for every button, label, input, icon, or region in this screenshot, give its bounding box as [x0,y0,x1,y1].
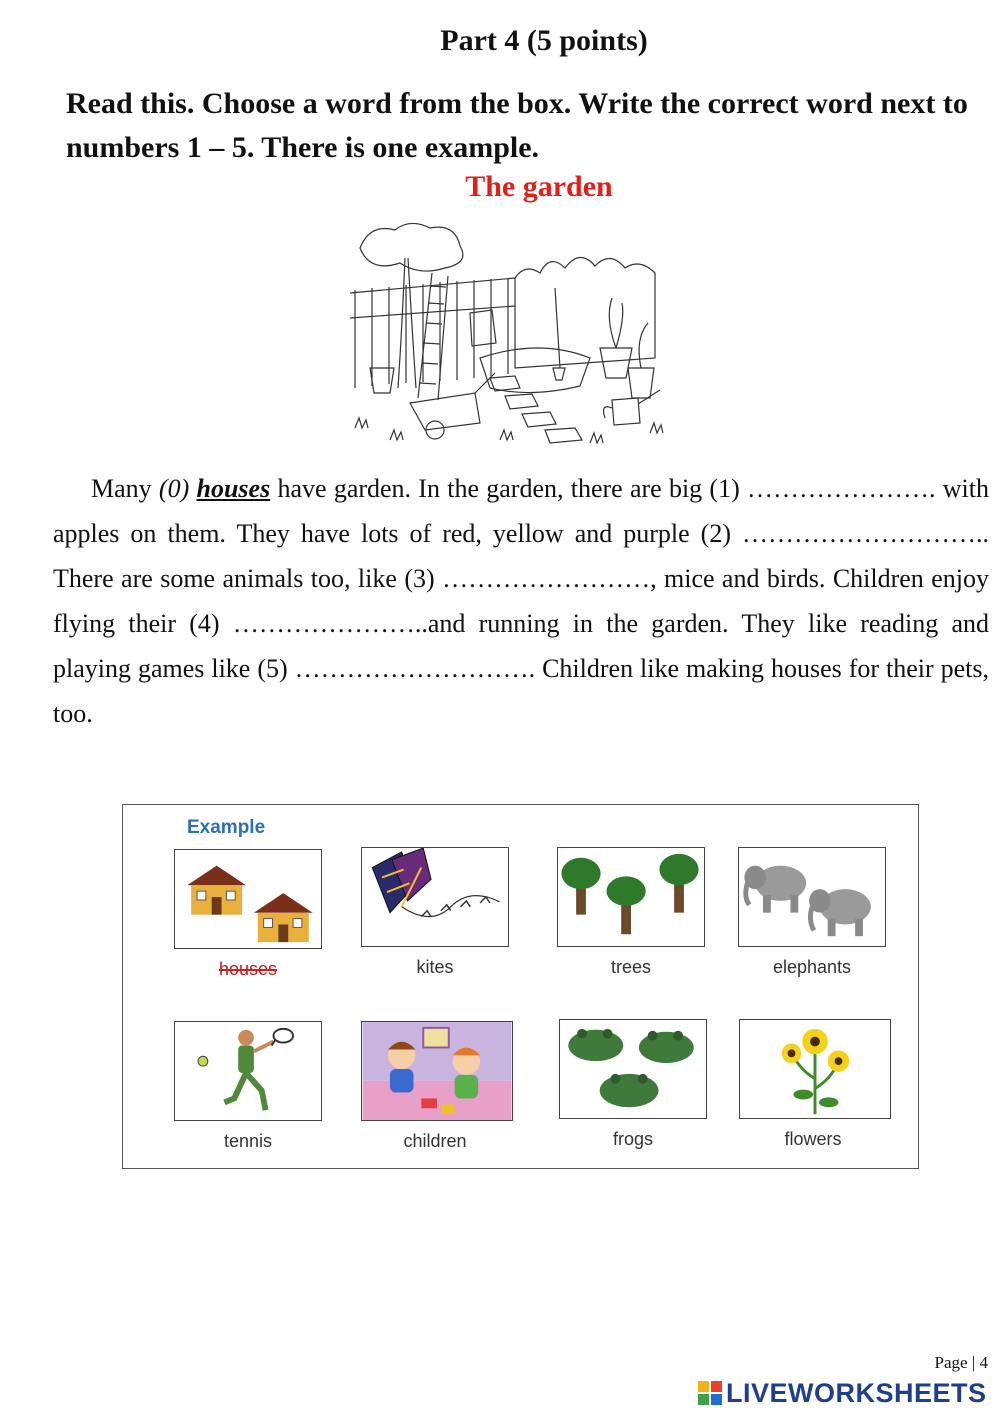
elephants-picture [738,847,886,947]
story-text-rest: have garden. In the garden, there are big (1) …………………. with apples on them. They have lots of red, yellow and purple (2) ……………………….. There are some animals too, like (3) ……………………, mice and birds. Children enjoy flying their (4) …………………..and running in the garden. They like reading and playing games like (5) ………………………. Children like making houses for their pets, too. [53,474,989,728]
word-houses: houses [218,959,278,979]
word-tennis: tennis [223,1131,273,1151]
word-card-frogs [559,1019,707,1150]
word-card-tennis [174,1021,322,1152]
kites-picture [361,847,509,947]
word-elephants: elephants [772,957,852,977]
brand-logo [698,1378,987,1408]
word-card-flowers [739,1019,887,1150]
word-trees: trees [610,957,652,977]
instructions: Read this. Choose a word from the box. Write the correct word next to numbers 1 – 5. There is one example. [66,87,968,164]
tree-trunk [398,258,416,388]
story-paragraph [53,466,989,736]
example-label: Example [187,817,266,838]
word-card-houses [174,849,322,980]
word-card-trees [557,847,705,978]
story-title: The garden [465,170,613,203]
tree-crown [360,223,463,271]
word-box [122,804,919,1169]
frogs-picture [559,1019,707,1119]
brand-grid-icon [698,1381,722,1405]
page-number: Page | 4 [934,1353,988,1372]
tennis-picture [174,1021,322,1121]
word-card-kites [361,847,509,978]
fence-drawing [350,278,515,388]
brand-text: LIVEWORKSHEETS [726,1377,987,1408]
word-frogs: frogs [612,1129,654,1149]
word-card-elephants [738,847,886,978]
example-number: (0) [158,474,190,503]
word-flowers: flowers [784,1129,842,1149]
flowers-picture [739,1019,891,1119]
trees-picture [557,847,705,947]
story-text-start: Many [91,474,159,503]
children-picture [361,1021,513,1121]
word-kites: kites [416,957,454,977]
example-answer: houses [196,474,271,503]
part-title: Part 4 (5 points) [440,24,648,57]
word-card-children [361,1021,509,1152]
word-children: children [403,1131,467,1151]
houses-picture [174,849,322,949]
garden-illustration [350,218,670,446]
